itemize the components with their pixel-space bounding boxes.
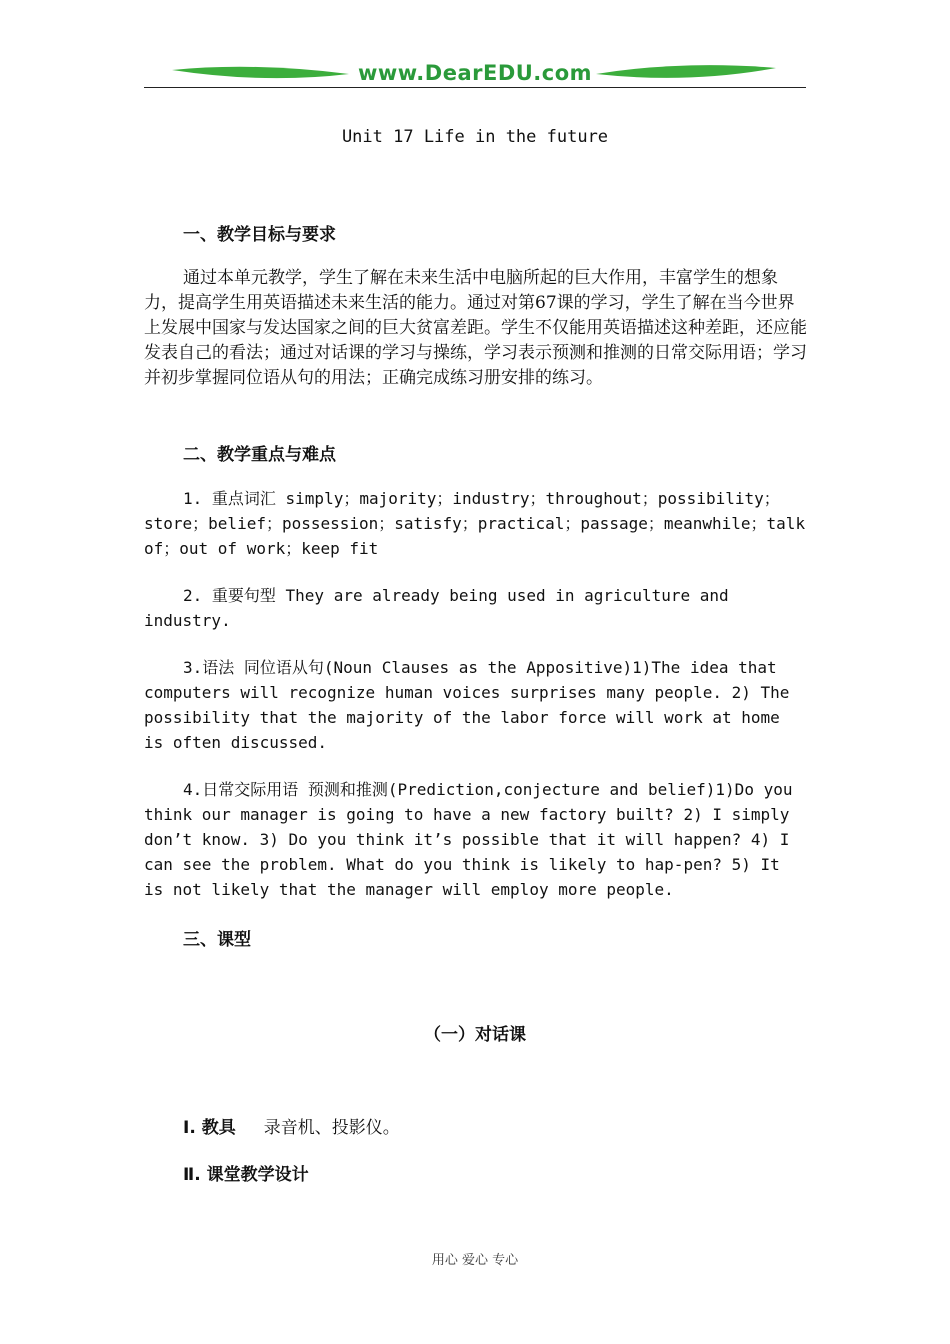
grammar-paragraph: 3.语法 同位语从句(Noun Clauses as the Appositive)1)The idea that computers will recognize human voices surprises many people. 2) The possibility that the majority of the labor force will work at home is often discussed. <box>144 658 790 752</box>
teaching-aids-line <box>183 1113 400 1138</box>
section-heading-key-points: 二、教学重点与难点 <box>183 445 336 465</box>
subsection-heading-dialogue: （一）对话课 <box>424 1025 526 1045</box>
teaching-aids-value: 录音机、投影仪。 <box>263 1118 400 1138</box>
classroom-design-heading: Ⅱ. 课堂教学设计 <box>183 1165 309 1185</box>
key-sentence-paragraph: 2. 重要句型 They are already being used in agriculture and industry. <box>144 586 729 630</box>
site-logo: www.DearEDU.com <box>357 61 593 85</box>
objectives-paragraph: 通过本单元教学，学生了解在未来生活中电脑所起的巨大作用，丰富学生的想象力，提高学生用英语描述未来生活的能力。通过对第67课的学习，学生了解在当今世界上发展中国家与发达国家之间的巨大贫富差距。学生不仅能用英语描述这种差距，还应能发表自己的看法；通过对话课的学习与操练，学习表示预测和推测的日常交际用语；学习并初步掌握同位语从句的用法；正确完成练习册安排的练习。 <box>144 268 807 388</box>
section-heading-lesson-type: 三、课型 <box>183 930 251 950</box>
site-header-banner <box>144 58 806 90</box>
document-title: Unit 17 Life in the future <box>341 127 609 147</box>
teaching-aids-label: Ⅰ. 教具 <box>183 1118 236 1138</box>
communication-paragraph: 4.日常交际用语 预测和推测(Prediction,conjecture and belief)1)Do you think our manager is going to have a new factory built? 2) I simply don’t know. 3) Do you think it’s possible that it will happen? 4) I can see the problem. What do you think is likely to hap-pen? 5) It is not likely that the manager will employ more people. <box>144 780 793 899</box>
header-divider <box>144 87 806 88</box>
page-footer: 用心 爱心 专心 <box>431 1253 519 1268</box>
key-vocabulary-paragraph: 1. 重点词汇 simply；majority；industry；throughout；possibility；store；belief；possession；satisfy；practical；passage；meanwhile；talk of；out of work；keep fit <box>144 489 806 558</box>
section-heading-objectives: 一、教学目标与要求 <box>183 225 336 245</box>
